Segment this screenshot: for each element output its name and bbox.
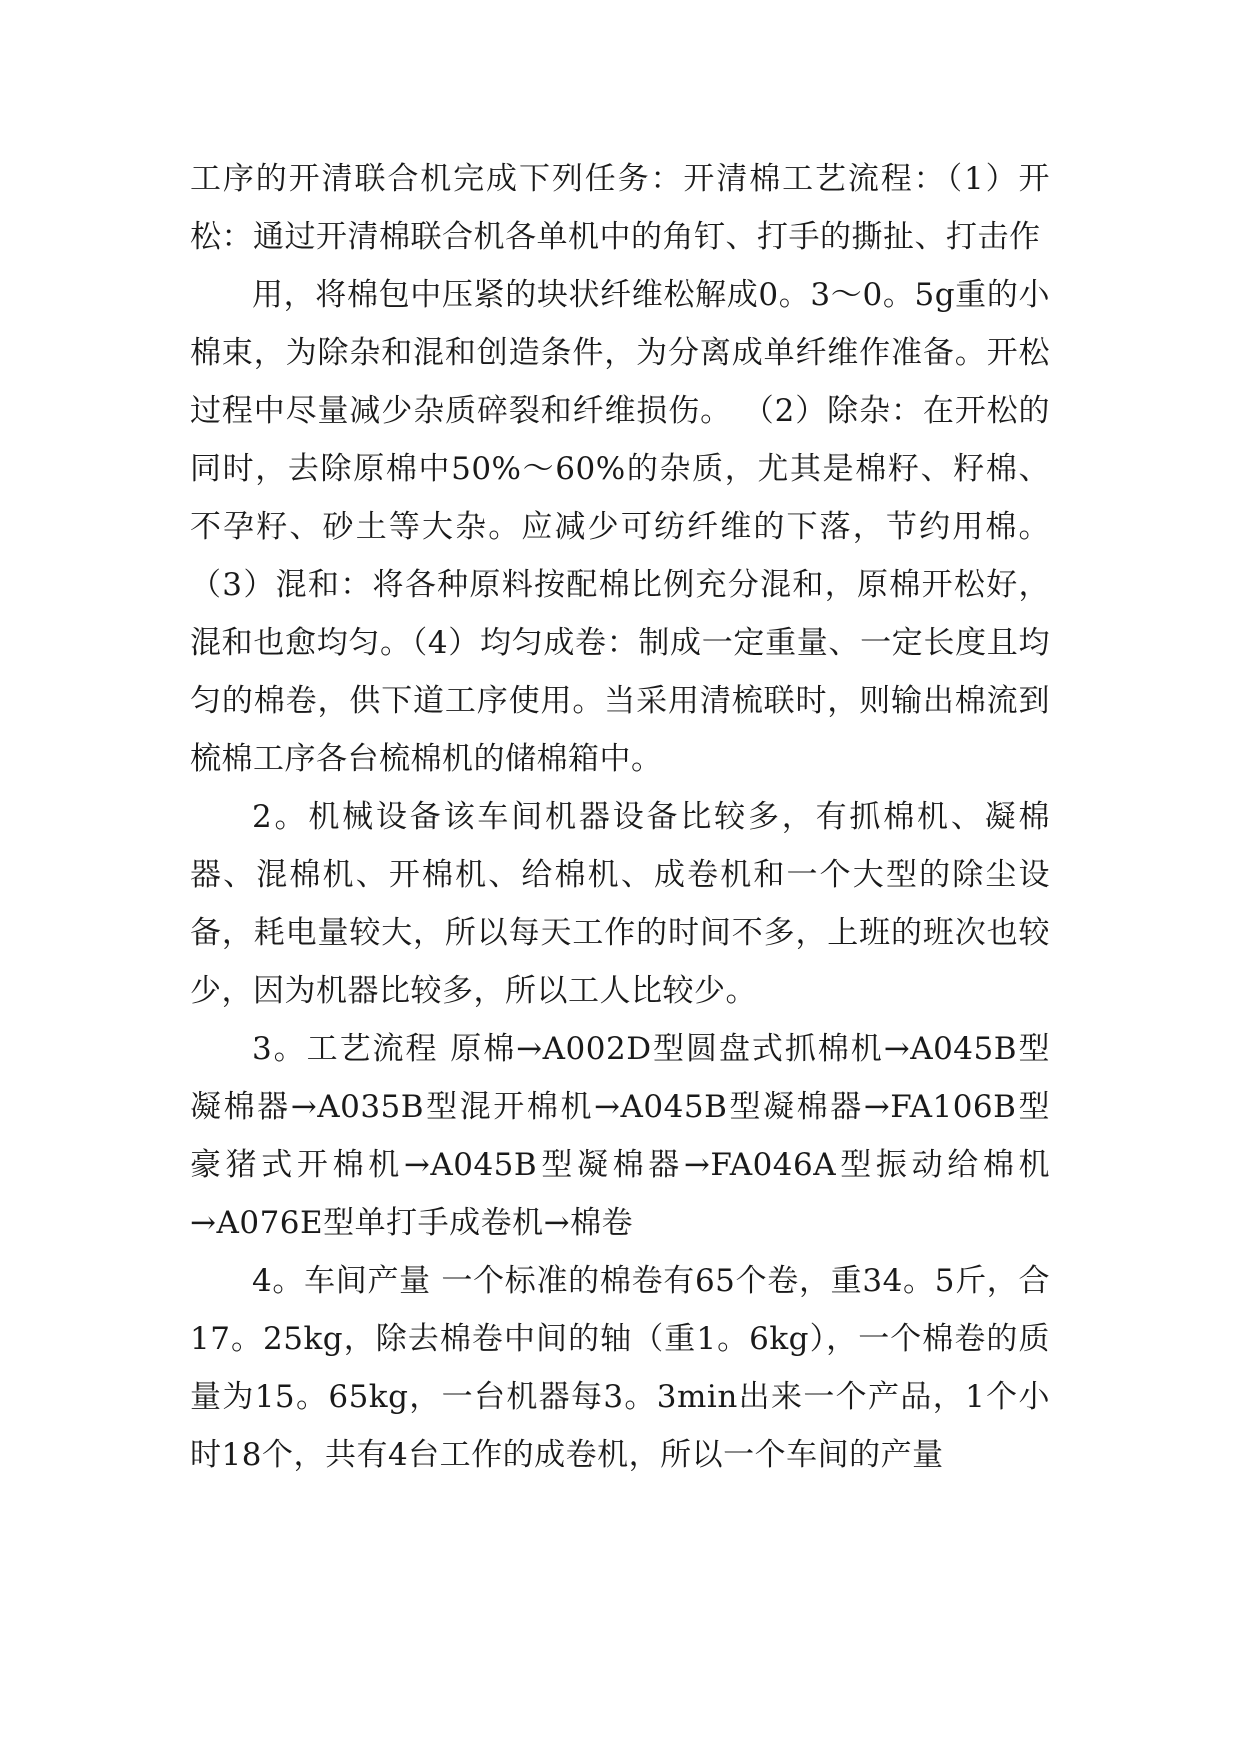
document-body [190,150,1050,1484]
paragraph-output: 4。车间产量 一个标准的棉卷有65个卷，重34。5斤，合17。25kg，除去棉卷中间的轴（重1。6kg），一个棉卷的质量为15。65kg，一台机器每3。3min出来一个产品，1个小时18个，共有4台工作的成卷机，所以一个车间的产量 [190,1263,1050,1473]
paragraph-process-tasks: 工序的开清联合机完成下列任务：开清棉工艺流程：（1）开松：通过开清棉联合机各单机中的角钉、打手的撕扯、打击作 [190,161,1050,255]
paragraph-opening-cleaning: 用，将棉包中压紧的块状纤维松解成0。3～0。5g重的小棉束，为除杂和混和创造条件，为分离成单纤维作准备。开松过程中尽量减少杂质碎裂和纤维损伤。 （2）除杂：在开松的同时，去除原棉中50%～60%的杂质，尤其是棉籽、籽棉、不孕籽、砂土等大杂。应减少可纺纤维的下落，节约用棉。（3）混和：将各种原料按配棉比例充分混和，原棉开松好，混和也愈均匀。（4）均匀成卷：制成一定重量、一定长度且均匀的棉卷，供下道工序使用。当采用清梳联时，则输出棉流到梳棉工序各台梳棉机的储棉箱中。 [190,277,1050,777]
paragraph-process-flow: 3。工艺流程 原棉→A002D型圆盘式抓棉机→A045B型凝棉器→A035B型混开棉机→A045B型凝棉器→FA106B型豪猪式开棉机→A045B型凝棉器→FA046A型振动给棉机→A076E型单打手成卷机→棉卷 [190,1031,1050,1241]
paragraph-machinery: 2。机械设备该车间机器设备比较多，有抓棉机、凝棉器、混棉机、开棉机、给棉机、成卷机和一个大型的除尘设备，耗电量较大，所以每天工作的时间不多，上班的班次也较少，因为机器比较多，所以工人比较少。 [190,799,1050,1009]
